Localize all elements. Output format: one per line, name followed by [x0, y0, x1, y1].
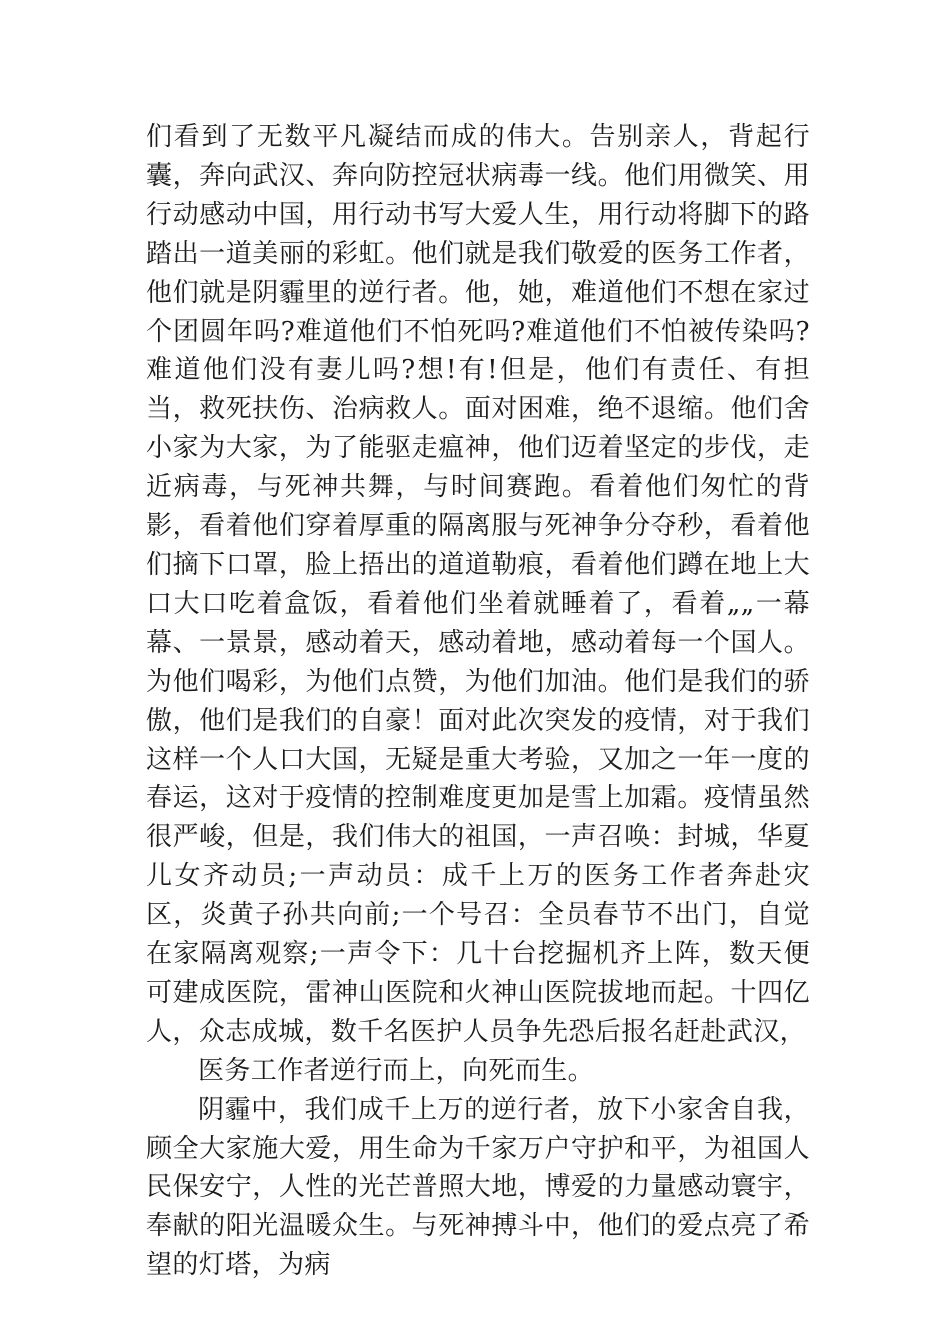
paragraph-1: 们看到了无数平凡凝结而成的伟大。告别亲人，背起行囊，奔向武汉、奔向防控冠状病毒一线。他们用微笑、用行动感动中国，用行动书写大爱人生，用行动将脚下的路踏出一道美丽的彩虹。他们就是我们敬爱的医务工作者，他们就是阴霾里的逆行者。他，她，难道他们不想在家过个团圆年吗?难道他们不怕死吗?难道他们不怕被传染吗?难道他们没有妻儿吗?想!有!但是，他们有责任、有担当，救死扶伤、治病救人。面对困难，绝不退缩。他们舍小家为大家，为了能驱走瘟神，他们迈着坚定的步伐，走近病毒，与死神共舞，与时间赛跑。看着他们匆忙的背影，看着他们穿着厚重的隔离服与死神争分夺秒，看着他们摘下口罩，脸上捂出的道道勒痕，看着他们蹲在地上大口大口吃着盒饭，看着他们坐着就睡着了，看着„„一幕幕、一景景，感动着天，感动着地，感动着每一个国人。为他们喝彩，为他们点赞，为他们加油。他们是我们的骄傲，他们是我们的自豪！面对此次突发的疫情，对于我们这样一个人口大国，无疑是重大考验，又加之一年一度的春运，这对于疫情的控制难度更加是雪上加霜。疫情虽然很严峻，但是，我们伟大的祖国，一声召唤：封城，华夏儿女齐动员;一声动员：成千上万的医务工作者奔赴灾区，炎黄子孙共向前;一个号召：全员春节不出门，自觉在家隔离观察;一声令下：几十台挖掘机齐上阵，数天便可建成医院，雷神山医院和火神山医院拔地而起。十四亿人，众志成城，数千名医护人员争先恐后报名赶赴武汉，	[146, 122, 810, 1047]
paragraph-2: 医务工作者逆行而上，向死而生。	[198, 1055, 595, 1086]
paragraph-3: 阴霾中，我们成千上万的逆行者，放下小家舍自我，顾全大家施大爱，用生命为千家万户守护和平，为祖国人民保安宁，人性的光芒普照大地，博爱的力量感动寰宇，奉献的阳光温暖众生。与死神搏斗中，他们的爱点亮了希望的灯塔，为病	[146, 1094, 810, 1281]
document-body	[146, 118, 810, 1285]
